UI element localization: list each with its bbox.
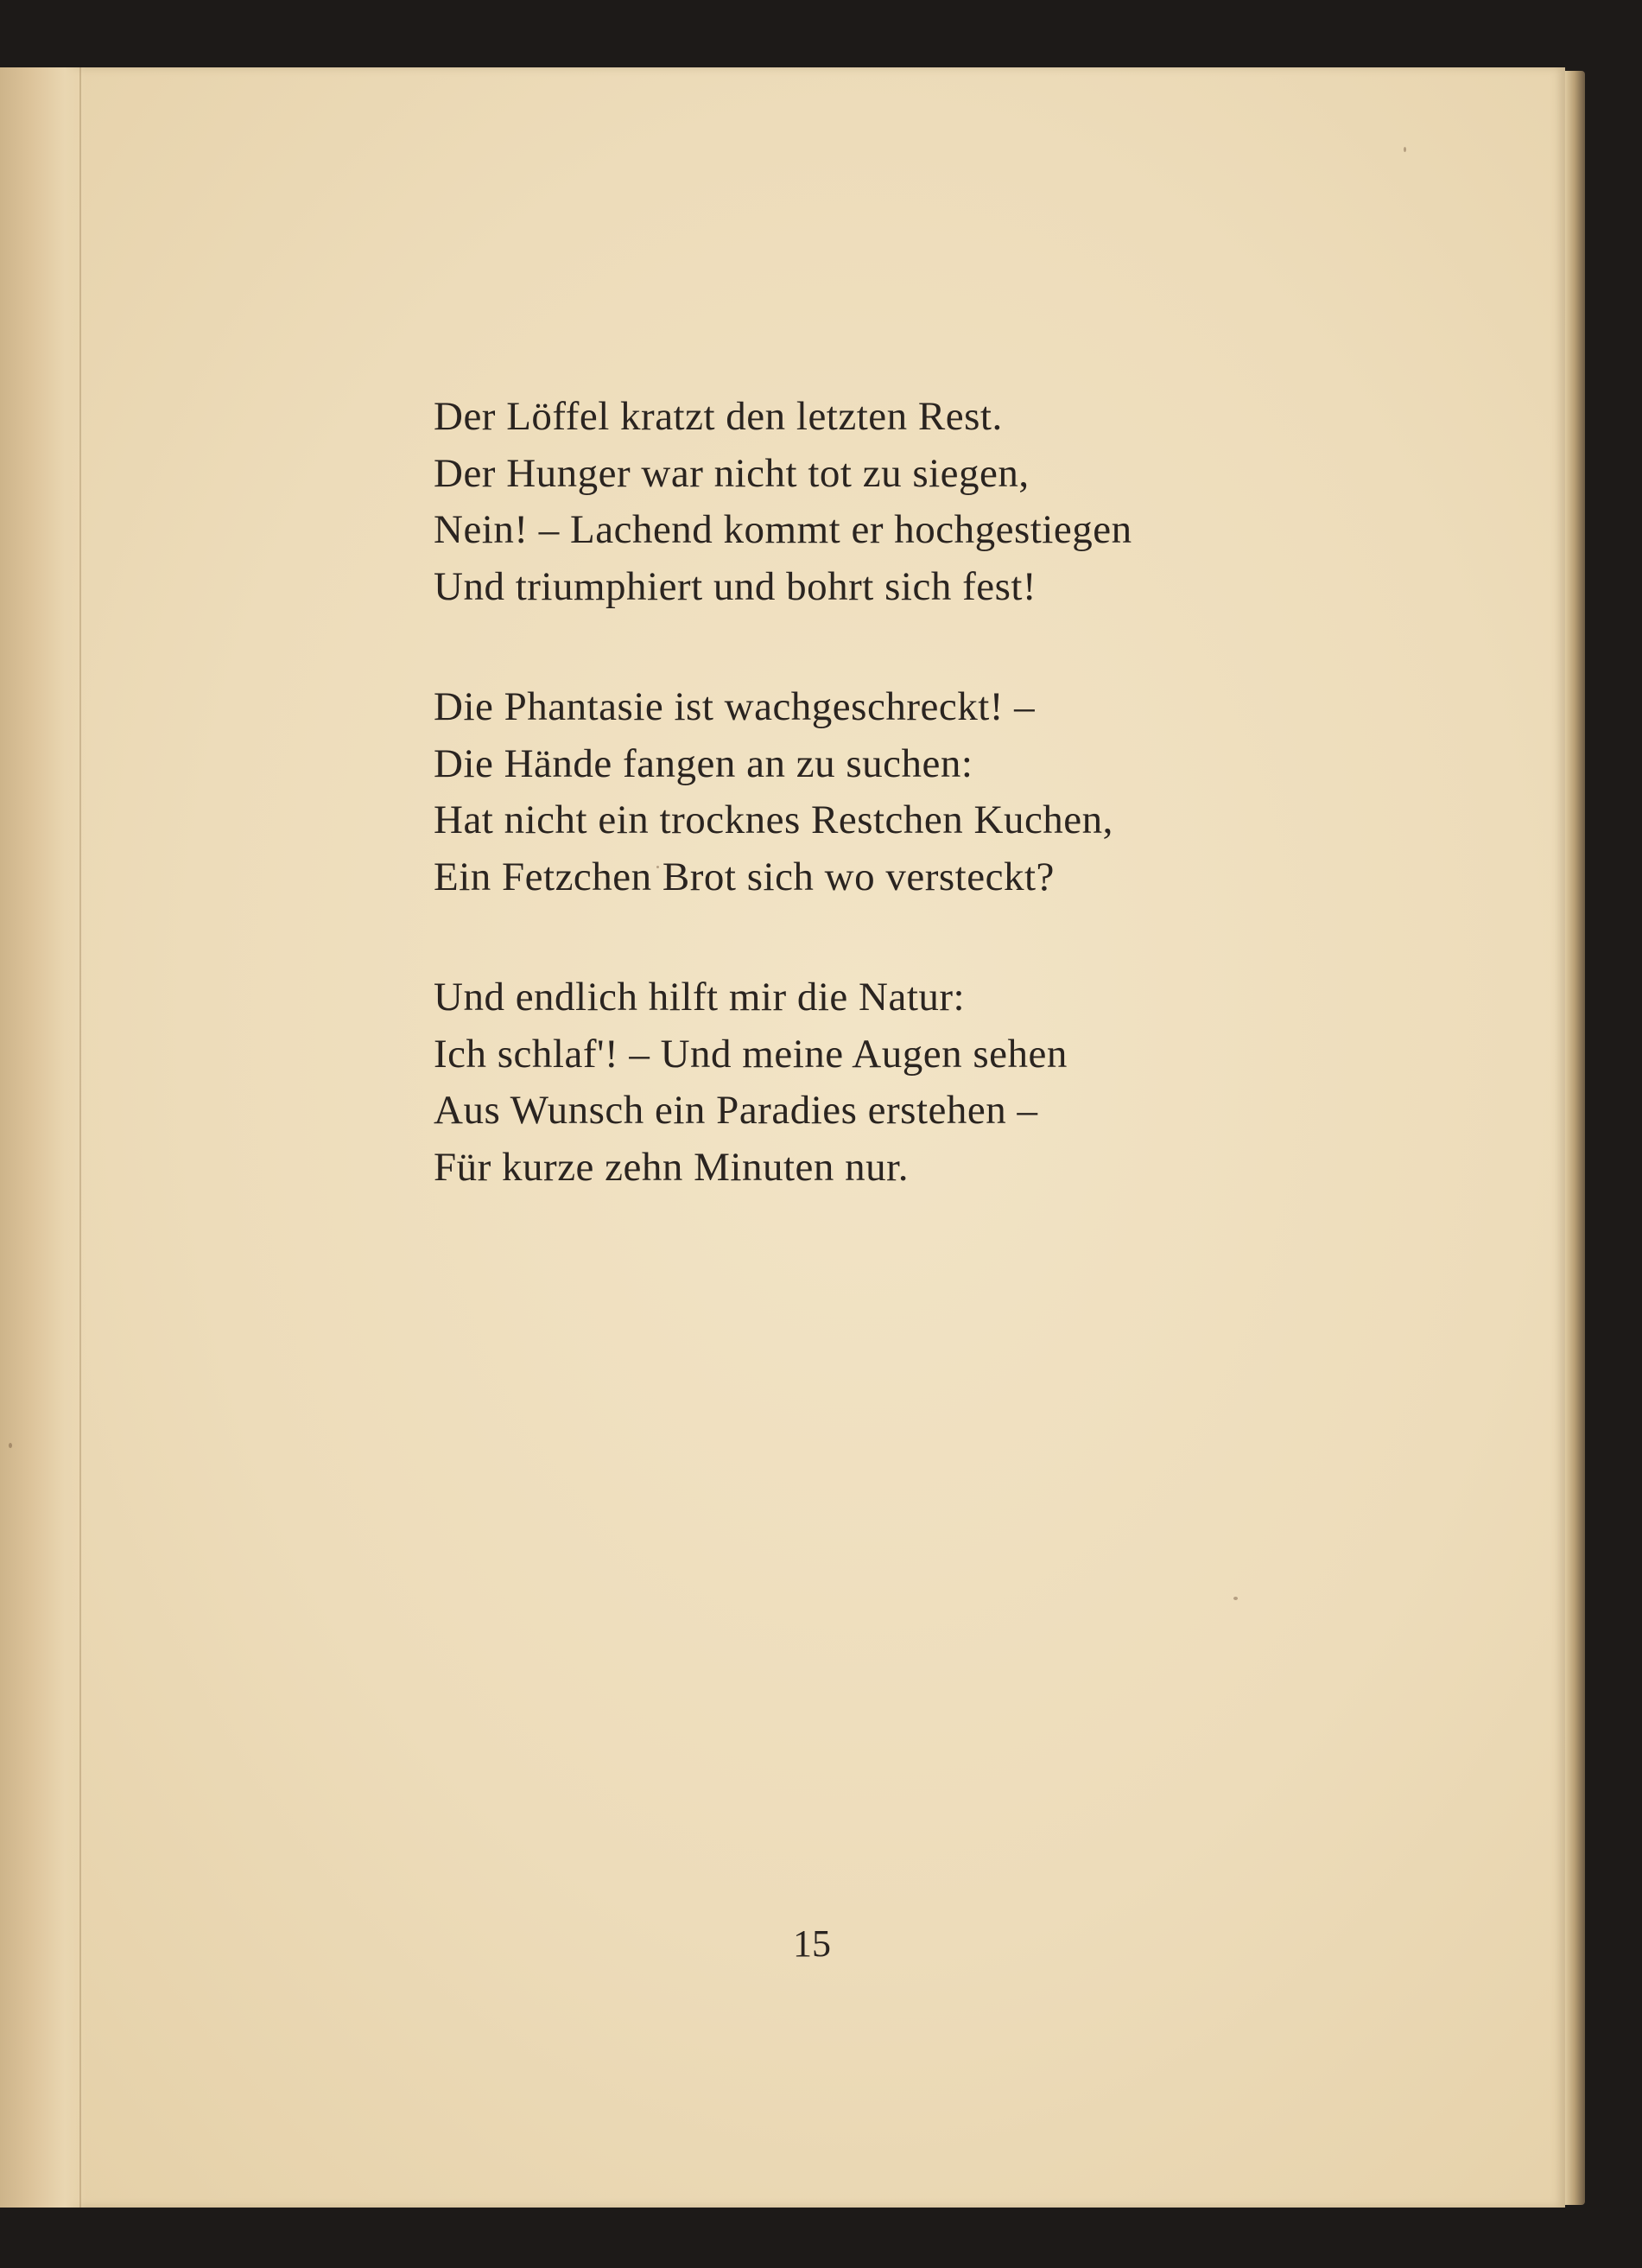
- verse-line: Die Phantasie ist wachgeschreckt! –: [434, 684, 1036, 729]
- verse-line: Der Hunger war nicht tot zu siegen,: [434, 450, 1030, 496]
- verse-line: Für kurze zehn Minuten nur.: [434, 1144, 909, 1190]
- verse-line: Und triumphiert und bohrt sich fest!: [434, 563, 1037, 609]
- page-number: 15: [793, 1922, 831, 1965]
- verse-line: Hat nicht ein trocknes Restchen Kuchen,: [434, 797, 1113, 842]
- stanza-2: [434, 679, 1297, 905]
- paper-speck: [1233, 1597, 1238, 1600]
- verse-line: Nein! – Lachend kommt er hochgestiegen: [434, 507, 1132, 552]
- verse-line: Ich schlaf'! – Und meine Augen sehen: [434, 1031, 1068, 1077]
- verse-line: Und endlich hilft mir die Natur:: [434, 975, 966, 1020]
- stanza-3: [434, 969, 1297, 1196]
- verse-line: Aus Wunsch ein Paradies erstehen –: [434, 1088, 1038, 1133]
- verse-line: Die Hände fangen an zu suchen:: [434, 740, 973, 786]
- verse-line: Der Löffel kratzt den letzten Rest.: [434, 394, 1003, 439]
- book-gutter: [0, 67, 86, 2208]
- verse-line: Ein Fetzchen Brot sich wo versteckt?: [434, 854, 1055, 899]
- paper-speck: [1404, 147, 1406, 152]
- paper-speck: [9, 1443, 12, 1448]
- gutter-fold-line: [79, 67, 81, 2208]
- poem: [434, 389, 1297, 1260]
- stanza-1: [434, 389, 1297, 615]
- book-page: [0, 67, 1565, 2208]
